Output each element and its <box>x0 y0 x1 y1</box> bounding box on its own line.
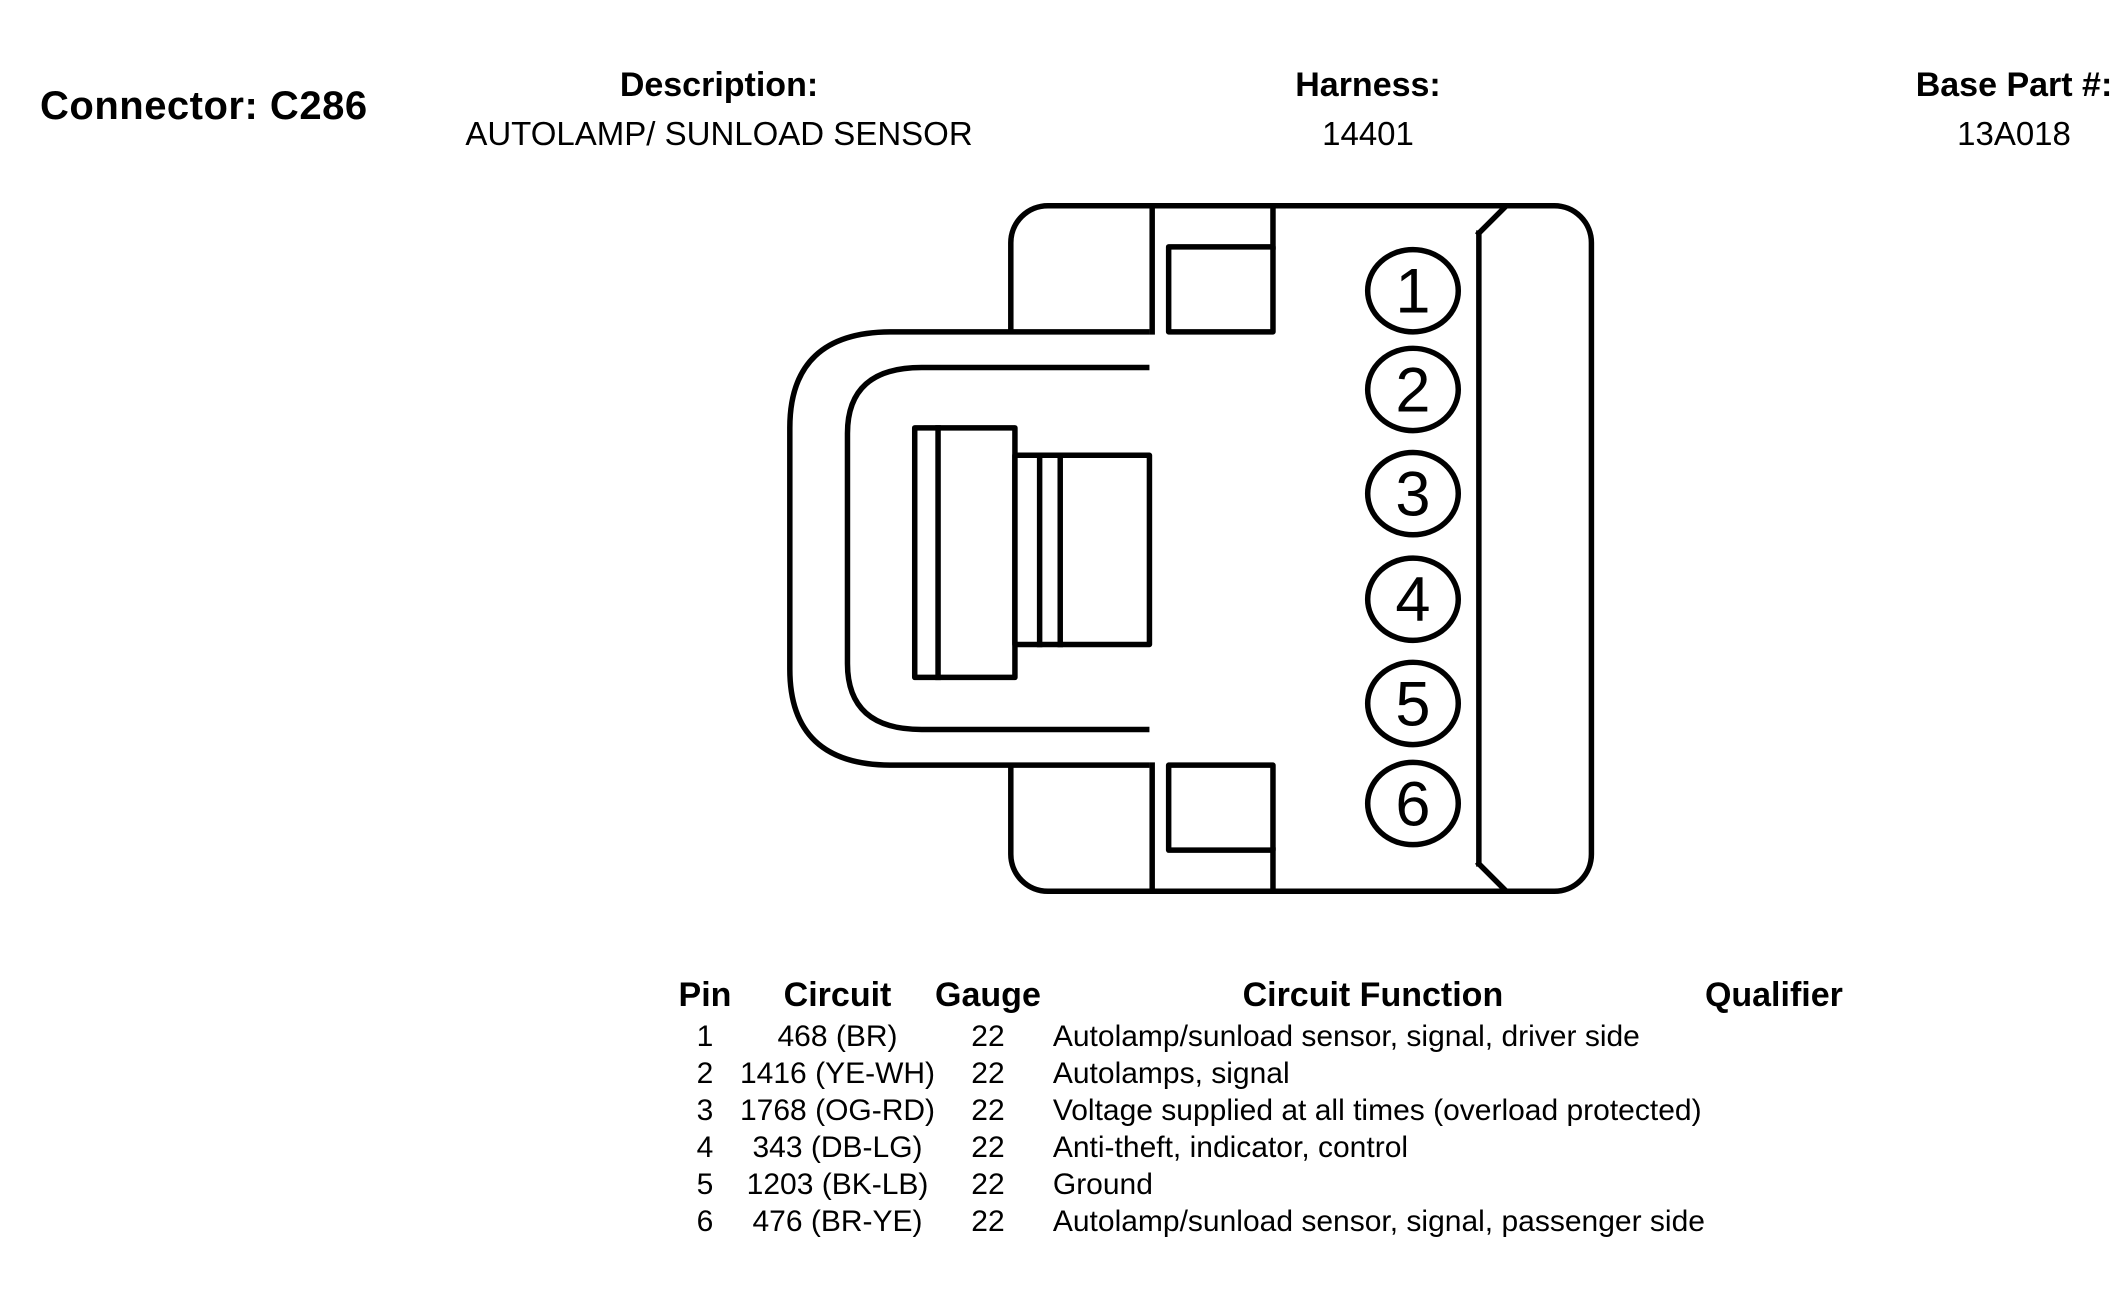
circuit-cell: 1416 (YE-WH) <box>740 1056 936 1090</box>
base-part-label: Base Part #: <box>1915 66 2113 104</box>
pin-cavity-1 <box>1368 250 1459 332</box>
col-header-function: Circuit Function <box>1242 975 1504 1014</box>
pin-cavity-5 <box>1368 662 1459 744</box>
gauge-cell: 22 <box>971 1130 1005 1164</box>
col-header-circuit: Circuit <box>783 975 892 1014</box>
table-row <box>670 1055 1843 1092</box>
table-row <box>670 1166 1843 1203</box>
gauge-cell: 22 <box>971 1093 1005 1127</box>
gauge-cell: 22 <box>971 1056 1005 1090</box>
qualifier-cell <box>1705 1092 1843 1129</box>
circuit-cell: 1768 (OG-RD) <box>740 1093 936 1127</box>
pin-cavity-6 <box>1368 762 1459 844</box>
function-cell: Autolamp/sunload sensor, signal, passenger side <box>1052 1204 1705 1238</box>
function-cell: Voltage supplied at all times (overload protected) <box>1052 1093 1702 1127</box>
pin-cavity-2 <box>1368 348 1459 430</box>
base-part-block <box>1864 66 2122 153</box>
description-value: AUTOLAMP/ SUNLOAD SENSOR <box>465 115 973 152</box>
harness-label: Harness: <box>1295 66 1441 104</box>
function-cell: Ground <box>1052 1167 1153 1201</box>
harness-value: 14401 <box>1322 115 1414 152</box>
pin-cell: 1 <box>696 1019 714 1053</box>
function-cell: Autolamp/sunload sensor, signal, driver side <box>1052 1019 1640 1053</box>
pinout-table-body <box>670 1018 1843 1240</box>
harness-block <box>1218 66 1518 153</box>
connector-title: Connector: C286 <box>40 84 368 128</box>
description-block <box>409 66 1029 153</box>
table-row <box>670 1203 1843 1240</box>
table-row <box>670 1092 1843 1129</box>
pin-cell: 5 <box>696 1167 714 1201</box>
qualifier-cell <box>1705 1166 1843 1203</box>
qualifier-cell <box>1705 1055 1843 1092</box>
table-row <box>670 1129 1843 1166</box>
pin-cell: 4 <box>696 1130 714 1164</box>
pin-number: 3 <box>1395 459 1431 530</box>
qualifier-cell <box>1705 1018 1843 1055</box>
pin-cavity-3 <box>1368 453 1459 535</box>
function-cell: Anti-theft, indicator, control <box>1052 1130 1409 1164</box>
qualifier-cell <box>1705 1129 1843 1166</box>
pin-cell: 2 <box>696 1056 714 1090</box>
col-header-qualifier: Qualifier <box>1704 975 1843 1014</box>
base-part-value: 13A018 <box>1957 115 2071 152</box>
qualifier-cell <box>1705 1203 1843 1240</box>
table-row <box>670 1018 1843 1055</box>
function-cell: Autolamps, signal <box>1052 1056 1290 1090</box>
gauge-cell: 22 <box>971 1167 1005 1201</box>
gauge-cell: 22 <box>971 1204 1005 1238</box>
pin-number: 4 <box>1395 565 1431 636</box>
description-label: Description: <box>619 66 819 104</box>
col-header-pin: Pin <box>678 975 732 1014</box>
connector-latch <box>790 332 1150 765</box>
pin-cavity-4 <box>1368 558 1459 640</box>
pin-cell: 3 <box>696 1093 714 1127</box>
pin-number: 1 <box>1395 256 1431 327</box>
pin-cell: 6 <box>696 1204 714 1238</box>
connector-diagram <box>761 192 1612 905</box>
pin-number: 2 <box>1395 355 1431 426</box>
circuit-cell: 1203 (BK-LB) <box>746 1167 929 1201</box>
gauge-cell: 22 <box>971 1019 1005 1053</box>
circuit-cell: 476 (BR-YE) <box>752 1204 923 1238</box>
pin-number: 6 <box>1395 769 1431 840</box>
pin-number: 5 <box>1395 669 1431 740</box>
circuit-cell: 343 (DB-LG) <box>752 1130 923 1164</box>
col-header-gauge: Gauge <box>935 975 1041 1014</box>
circuit-cell: 468 (BR) <box>777 1019 898 1053</box>
pinout-table-header-row <box>670 972 1843 1018</box>
pinout-table <box>670 972 1843 1240</box>
